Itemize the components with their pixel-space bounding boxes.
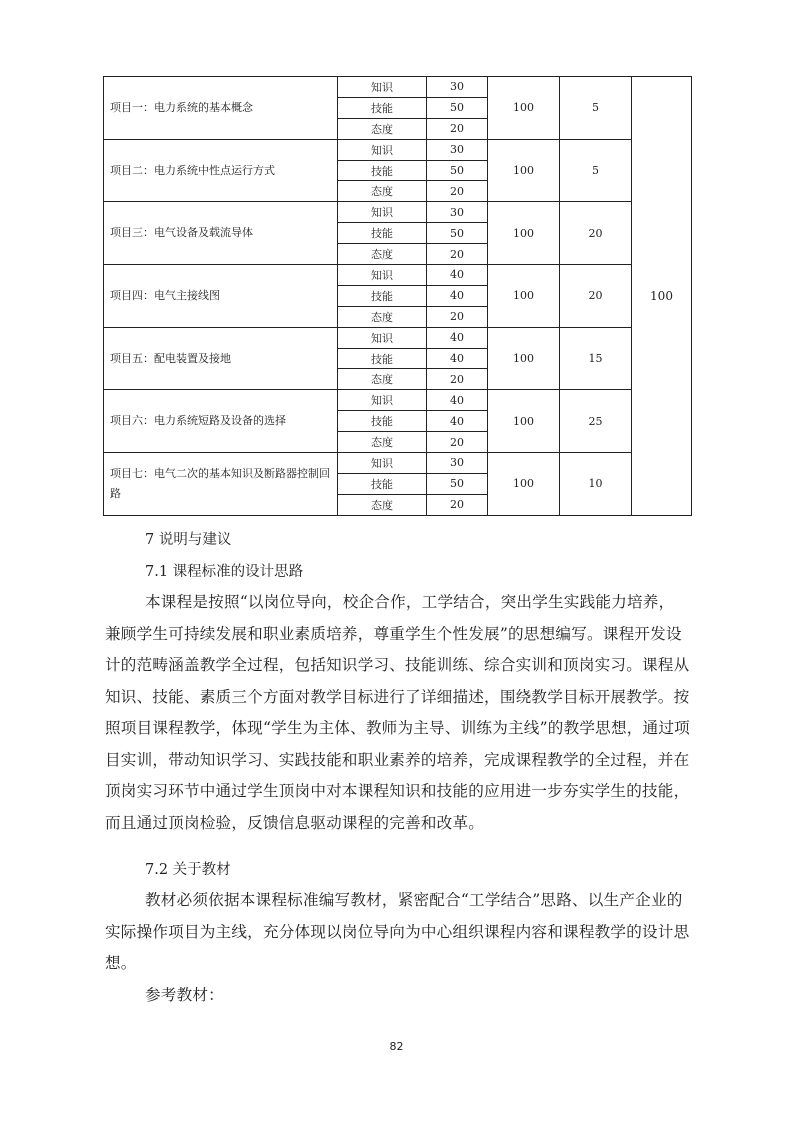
assessment-type: 知识 bbox=[338, 453, 427, 474]
table-row bbox=[104, 139, 692, 160]
assessment-score: 50 bbox=[427, 160, 488, 181]
project-name: 项目二：电力系统中性点运行方式 bbox=[104, 139, 338, 202]
table-row bbox=[104, 202, 692, 223]
assessment-type: 态度 bbox=[338, 494, 427, 515]
assessment-score: 40 bbox=[427, 327, 488, 348]
assessment-type: 态度 bbox=[338, 181, 427, 202]
assessment-type: 态度 bbox=[338, 118, 427, 139]
assessment-type: 技能 bbox=[338, 97, 427, 118]
assessment-type: 技能 bbox=[338, 348, 427, 369]
assessment-score: 50 bbox=[427, 97, 488, 118]
project-weight: 25 bbox=[560, 390, 632, 453]
project-weight: 20 bbox=[560, 202, 632, 265]
table-row bbox=[104, 390, 692, 411]
assessment-type: 知识 bbox=[338, 139, 427, 160]
assessment-type: 态度 bbox=[338, 432, 427, 453]
assessment-score: 50 bbox=[427, 473, 488, 494]
project-total: 100 bbox=[488, 390, 560, 453]
project-name: 项目六：电力系统短路及设备的选择 bbox=[104, 390, 338, 453]
section-7-1-body: 本课程是按照“以岗位导向，校企合作，工学结合，突出学生实践能力培养，兼顾学生可持续发展和职业素质培养，尊重学生个性发展”的思想编写。课程开发设计的范畴涵盖教学全过程，包括知识学习、技能训练、综合实训和顶岗实习。课程从知识、技能、素质三个方面对教学目标进行了详细描述，围绕教学目标开展教学。按照项目课程教学，体现“学生为主体、教师为主导、训练为主线”的教学思想，通过项目实训，带动知识学习、实践技能和职业素养的培养，完成课程教学的全过程，并在顶岗实习环节中通过学生顶岗中对本课程知识和技能的应用进一步夯实学生的技能，而且通过顶岗检验，反馈信息驱动课程的完善和改革。 bbox=[105, 593, 690, 832]
project-weight: 5 bbox=[560, 139, 632, 202]
assessment-table bbox=[103, 76, 692, 516]
assessment-score: 40 bbox=[427, 411, 488, 432]
project-name: 项目四：电气主接线图 bbox=[104, 265, 338, 328]
assessment-score: 20 bbox=[427, 306, 488, 327]
assessment-type: 态度 bbox=[338, 244, 427, 265]
section-7-2-body: 教材必须依据本课程标准编写教材，紧密配合“工学结合”思路、以生产企业的实际操作项目为主线，充分体现以岗位导向为中心组织课程内容和课程教学的设计思想。 bbox=[105, 891, 690, 972]
assessment-score: 40 bbox=[427, 285, 488, 306]
assessment-score: 20 bbox=[427, 369, 488, 390]
assessment-type: 技能 bbox=[338, 411, 427, 432]
project-weight: 15 bbox=[560, 327, 632, 390]
assessment-type: 技能 bbox=[338, 160, 427, 181]
project-total: 100 bbox=[488, 453, 560, 516]
table-row bbox=[104, 327, 692, 348]
assessment-score: 40 bbox=[427, 265, 488, 286]
assessment-score: 20 bbox=[427, 494, 488, 515]
project-total: 100 bbox=[488, 139, 560, 202]
assessment-type: 知识 bbox=[338, 77, 427, 98]
project-total: 100 bbox=[488, 327, 560, 390]
assessment-score: 40 bbox=[427, 348, 488, 369]
assessment-score: 50 bbox=[427, 223, 488, 244]
reference-label: 参考教材： bbox=[145, 986, 224, 1004]
project-total: 100 bbox=[488, 202, 560, 265]
assessment-score: 20 bbox=[427, 244, 488, 265]
assessment-score: 30 bbox=[427, 202, 488, 223]
section-7-1-title: 7.1 课程标准的设计思路 bbox=[145, 564, 304, 580]
grand-total: 100 bbox=[632, 77, 692, 516]
table-row bbox=[104, 77, 692, 98]
assessment-type: 技能 bbox=[338, 473, 427, 494]
project-total: 100 bbox=[488, 265, 560, 328]
project-total: 100 bbox=[488, 77, 560, 140]
table-row bbox=[104, 265, 692, 286]
project-weight: 10 bbox=[560, 453, 632, 516]
assessment-score: 40 bbox=[427, 390, 488, 411]
assessment-score: 30 bbox=[427, 77, 488, 98]
assessment-score: 20 bbox=[427, 181, 488, 202]
assessment-score: 30 bbox=[427, 139, 488, 160]
section-7-title: 7 说明与建议 bbox=[145, 532, 232, 548]
project-name: 项目三：电气设备及载流导体 bbox=[104, 202, 338, 265]
assessment-type: 知识 bbox=[338, 202, 427, 223]
assessment-type: 技能 bbox=[338, 223, 427, 244]
assessment-score: 20 bbox=[427, 432, 488, 453]
assessment-type: 知识 bbox=[338, 265, 427, 286]
assessment-score: 30 bbox=[427, 453, 488, 474]
project-weight: 5 bbox=[560, 77, 632, 140]
assessment-type: 技能 bbox=[338, 285, 427, 306]
assessment-type: 态度 bbox=[338, 306, 427, 327]
project-name: 项目一：电力系统的基本概念 bbox=[104, 77, 338, 140]
project-weight: 20 bbox=[560, 265, 632, 328]
project-name: 项目五：配电装置及接地 bbox=[104, 327, 338, 390]
assessment-type: 态度 bbox=[338, 369, 427, 390]
project-name: 项目七：电气二次的基本知识及断路器控制回路 bbox=[104, 453, 338, 516]
table-row bbox=[104, 453, 692, 474]
assessment-type: 知识 bbox=[338, 327, 427, 348]
section-7-2-title: 7.2 关于教材 bbox=[145, 862, 231, 878]
page-number: 82 bbox=[389, 1040, 404, 1053]
assessment-score: 20 bbox=[427, 118, 488, 139]
assessment-type: 知识 bbox=[338, 390, 427, 411]
